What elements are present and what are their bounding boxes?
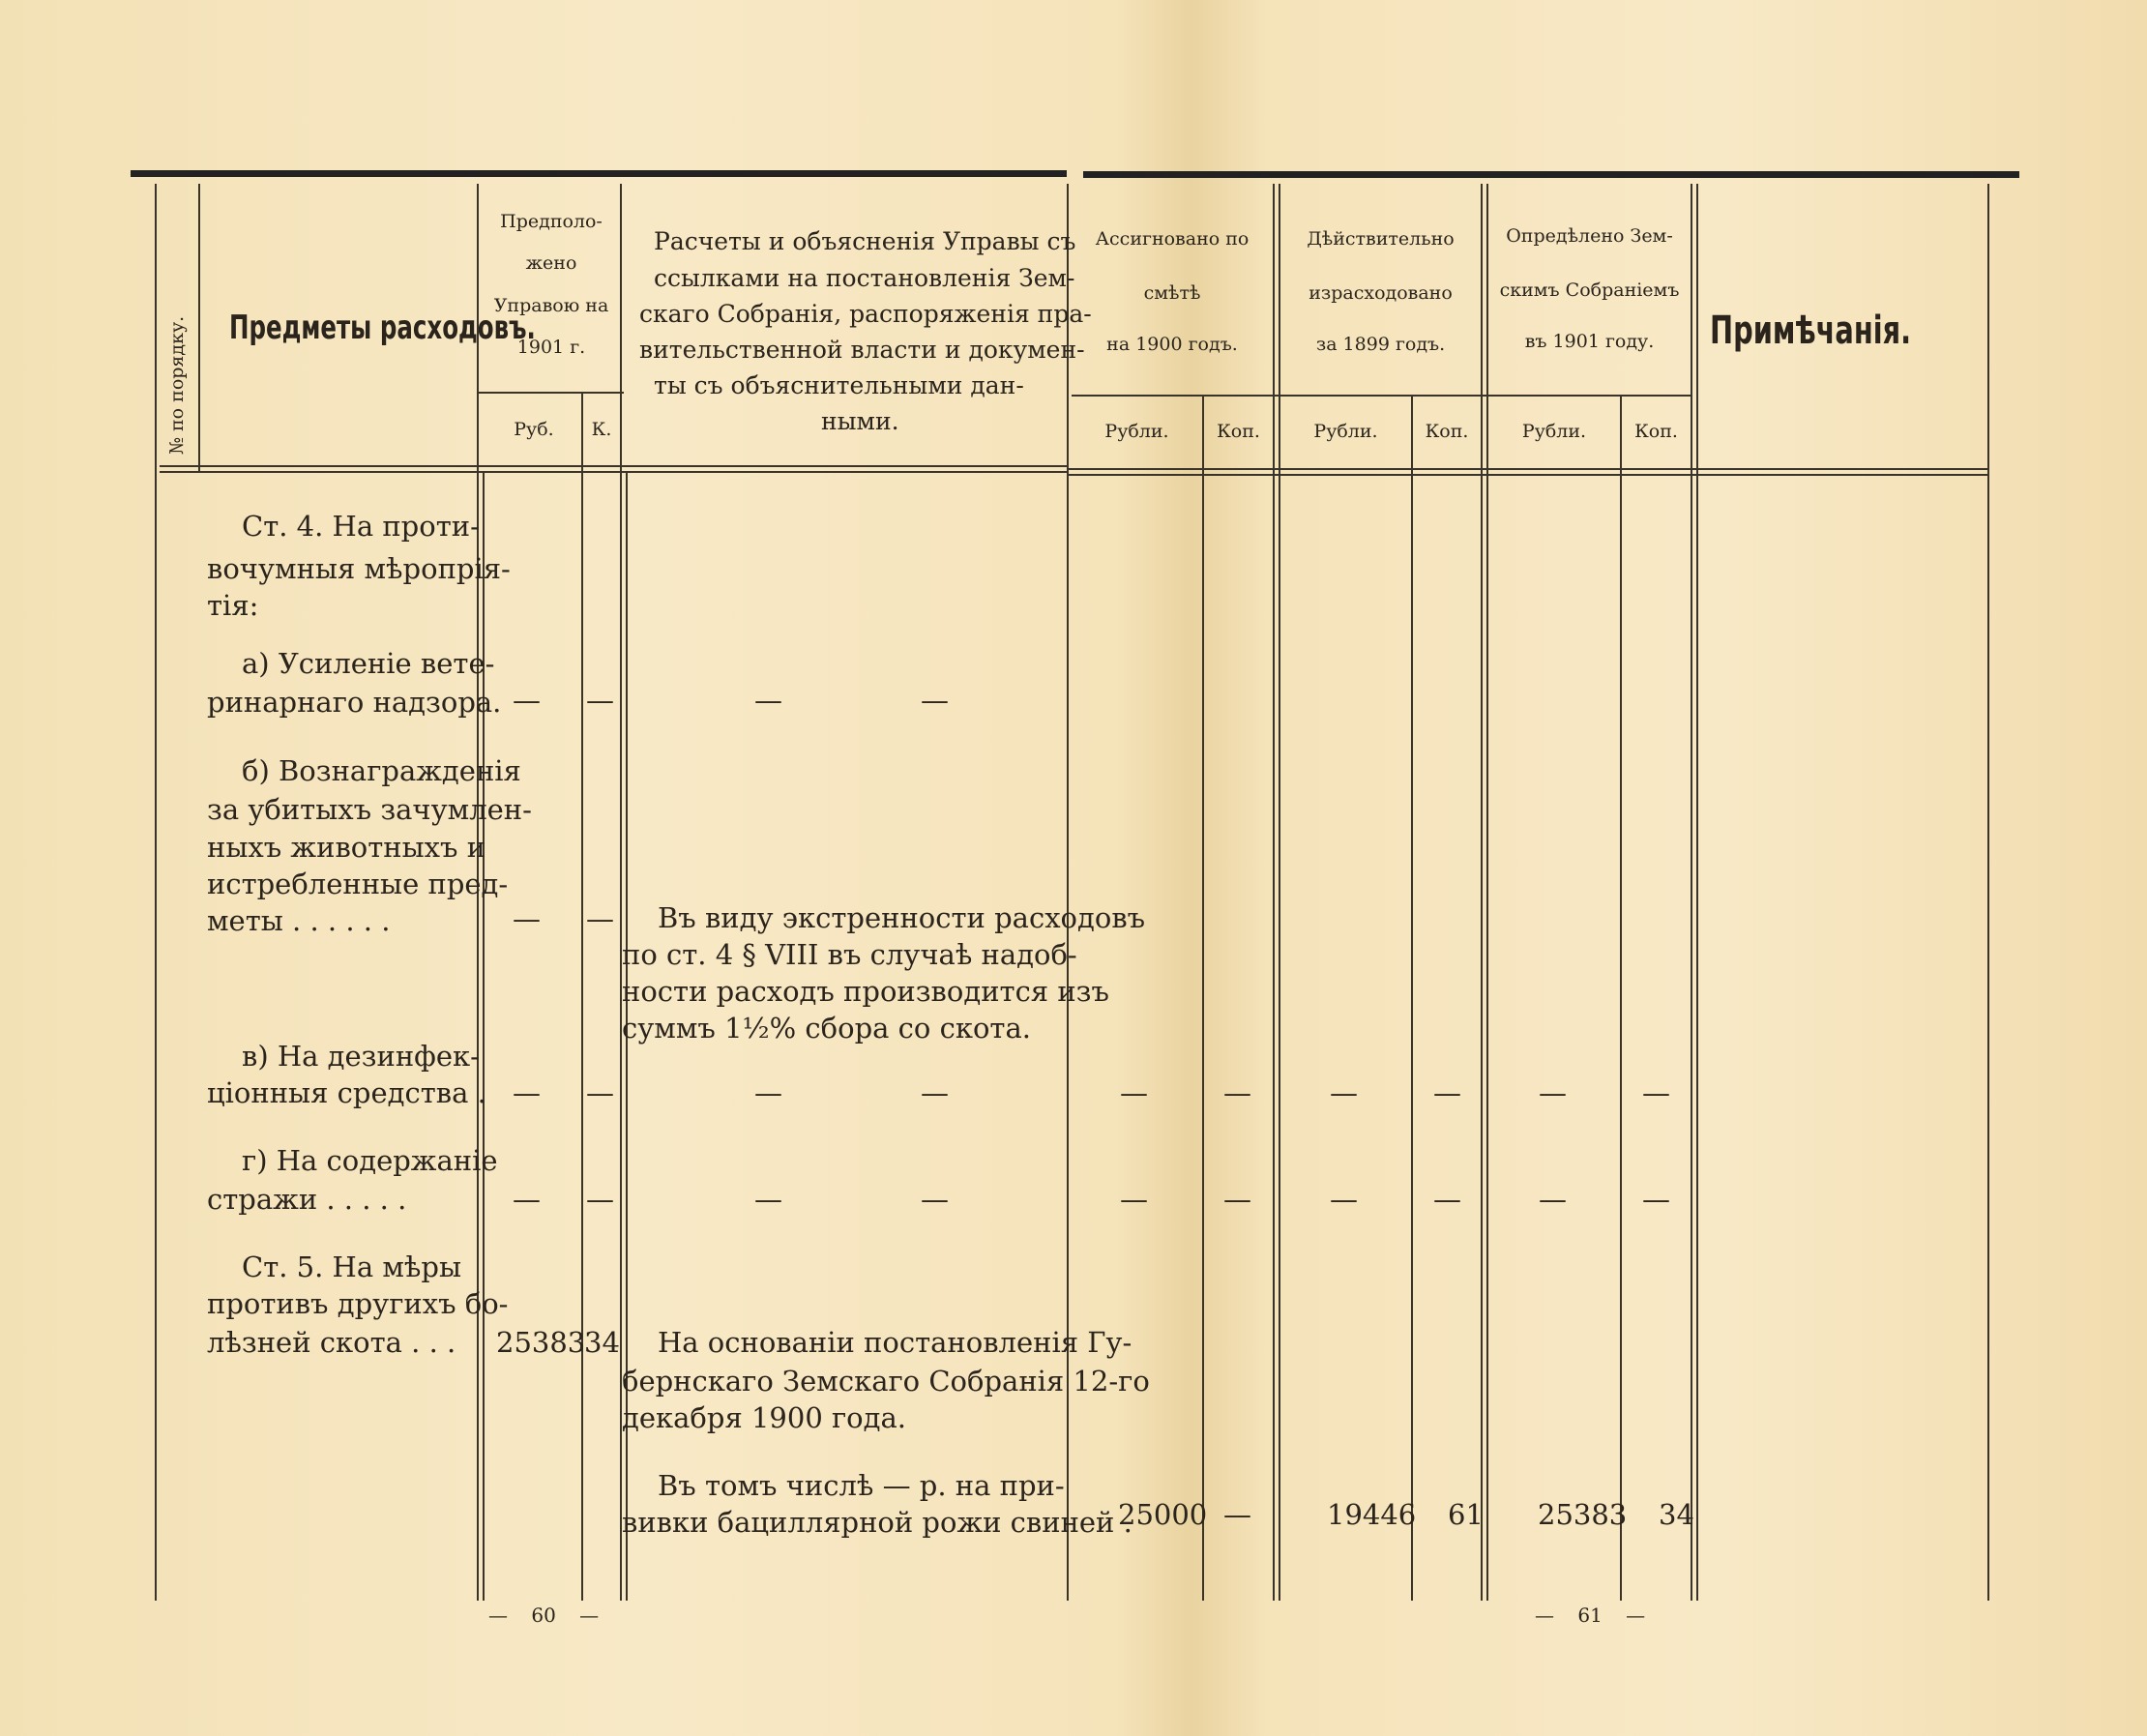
determined-kop-g: — (1642, 1183, 1670, 1216)
explain-dash-g-2: — (921, 1183, 949, 1216)
header-col-assigned-kop: Коп. (1217, 421, 1260, 442)
header-bottom-line-left-2 (160, 471, 1069, 473)
assigned-kop-st5: — (1223, 1498, 1251, 1531)
header-col-actual-3: за 1899 годъ. (1315, 334, 1446, 355)
explain-b-line1: Въ виду экстренности расходовъ (658, 901, 1146, 934)
col-line-10 (1620, 395, 1622, 1601)
top-rule-left (131, 170, 1067, 177)
item-b-line1: б) Вознагражденія (242, 754, 521, 787)
proposed-rub-st5: 25383 (496, 1326, 586, 1359)
proposed-rub-b: — (513, 902, 541, 935)
determined-kop-st5: 34 (1659, 1498, 1694, 1531)
header-col-assigned-2: смѣтѣ (1143, 282, 1201, 304)
header-col-proposed-4: 1901 г. (516, 337, 586, 358)
proposed-kop-a: — (586, 684, 614, 717)
header-col-explain-1: Расчеты и объясненія Управы съ (654, 227, 1076, 255)
actual-rub-v: — (1330, 1076, 1358, 1109)
explain-st5-line3: декабря 1900 года. (622, 1401, 907, 1434)
item-st4-line1: Ст. 4. На проти- (242, 510, 480, 543)
header-col-actual-kop: Коп. (1425, 421, 1469, 442)
header-col-determined-2: скимъ Собраніемъ (1499, 280, 1680, 301)
proposed-kop-g: — (586, 1183, 614, 1216)
header-col-actual-1: Дѣйствительно (1307, 228, 1455, 250)
explain-st5-line2: бернскаго Земскаго Собранія 12-го (622, 1365, 1150, 1398)
header-col-explain-5: ты съ объяснительными дан- (654, 371, 1024, 399)
item-v-line2: ціонныя средства . (207, 1076, 486, 1109)
explain-dash-a-1: — (754, 684, 782, 717)
determined-rub-st5: 25383 (1538, 1498, 1628, 1531)
assigned-rub-st5: 25000 (1118, 1498, 1208, 1531)
header-col-determined-rub: Рубли. (1521, 421, 1587, 442)
header-col-proposed-3: Управою на (493, 295, 609, 316)
assigned-kop-g: — (1223, 1183, 1251, 1216)
header-col-explain-2: ссылками на постановленія Зем- (654, 264, 1075, 292)
sub-header-line-left (479, 392, 624, 394)
header-col-assigned-rub: Рубли. (1104, 421, 1169, 442)
col-line-1 (198, 184, 200, 471)
header-bottom-line-right-2 (1069, 474, 1987, 476)
explain-b-line4: суммъ 1½% сбора со скота. (622, 1012, 1031, 1045)
item-v-line1: в) На дезинфек- (242, 1040, 480, 1073)
header-col-notes: Примѣчанія. (1710, 309, 1912, 353)
explain-dash-a-2: — (921, 684, 949, 717)
assigned-rub-v: — (1120, 1076, 1148, 1109)
header-col-proposed-kop: К. (591, 419, 612, 440)
top-rule-right (1083, 171, 2019, 178)
col-line-9b (1486, 184, 1488, 1601)
item-g-line2: стражи . . . . . (207, 1183, 407, 1216)
explain-dash-v-2: — (921, 1076, 949, 1109)
proposed-kop-b: — (586, 902, 614, 935)
col-line-11b (1696, 184, 1698, 1601)
header-col-explain-3: скаго Собранія, распоряженія пра- (639, 300, 1092, 328)
proposed-kop-st5: 34 (584, 1326, 620, 1359)
header-col-determined-1: Опредѣлено Зем- (1506, 225, 1673, 247)
header-col-determined-3: въ 1901 году. (1524, 331, 1655, 352)
item-st4-line2: вочумныя мѣропрія- (207, 552, 511, 585)
item-b-line3: ныхъ животныхъ и (207, 831, 486, 864)
actual-kop-st5: 61 (1448, 1498, 1484, 1531)
header-col-proposed-2: жено (525, 252, 577, 274)
header-col-assigned-1: Ассигновано по (1095, 228, 1250, 250)
header-col-determined-kop: Коп. (1634, 421, 1678, 442)
explain-b-line2: по ст. 4 § VIII въ случаѣ надоб- (622, 938, 1077, 971)
actual-kop-v: — (1433, 1076, 1461, 1109)
item-st5-line3: лѣзней скота . . . (207, 1326, 456, 1359)
assigned-kop-v: — (1223, 1076, 1251, 1109)
explain-b-line3: ности расходъ производится изъ (622, 975, 1109, 1008)
proposed-rub-g: — (513, 1183, 541, 1216)
determined-kop-v: — (1642, 1076, 1670, 1109)
header-bottom-line-right (1069, 468, 1987, 470)
col-line-11 (1691, 184, 1692, 1601)
item-b-line4: истребленные пред- (207, 868, 509, 900)
proposed-rub-v: — (513, 1076, 541, 1109)
header-col-proposed-1: Предполо- (500, 211, 603, 232)
sub-header-line-right (1072, 395, 1691, 397)
item-st4-line3: тія: (207, 589, 259, 622)
proposed-kop-v: — (586, 1076, 614, 1109)
item-st5-line2: противъ другихъ бо- (207, 1287, 509, 1320)
item-a-line2: ринарнаго надзора. (207, 686, 502, 719)
header-col-assigned-3: на 1900 годъ. (1106, 334, 1238, 355)
item-b-line5: меты . . . . . . (207, 904, 391, 937)
col-line-6 (1202, 395, 1204, 1601)
explain-dash-g-1: — (754, 1183, 782, 1216)
col-line-3 (581, 392, 583, 1601)
col-line-2b (483, 472, 485, 1601)
header-col-explain-4: вительственной власти и докумен- (639, 336, 1085, 364)
item-b-line2: за убитыхъ зачумлен- (207, 793, 532, 826)
explain-st5-line5: вивки бациллярной рожи свиней . (622, 1506, 1132, 1539)
header-col-number: № по порядку. (166, 315, 188, 455)
col-line-0 (155, 184, 157, 1601)
assigned-rub-g: — (1120, 1183, 1148, 1216)
actual-rub-st5: 19446 (1327, 1498, 1417, 1531)
col-line-12 (1987, 184, 1989, 1601)
determined-rub-v: — (1539, 1076, 1567, 1109)
page-number-right: — 61 — (1535, 1604, 1646, 1627)
item-a-line1: а) Усиленіе вете- (242, 647, 495, 680)
header-col-actual-2: израсходовано (1309, 282, 1453, 304)
item-st5-line1: Ст. 5. На мѣры (242, 1251, 462, 1283)
determined-rub-g: — (1539, 1183, 1567, 1216)
header-col-actual-rub: Рубли. (1313, 421, 1378, 442)
header-bottom-line-left (160, 465, 1069, 467)
header-col-items: Предметы расходовъ. (229, 309, 536, 347)
actual-rub-g: — (1330, 1183, 1358, 1216)
col-line-7b (1279, 184, 1280, 1601)
actual-kop-g: — (1433, 1183, 1461, 1216)
item-g-line1: г) На содержаніе (242, 1144, 498, 1177)
proposed-rub-a: — (513, 684, 541, 717)
explain-st5-line1: На основаніи постановленія Гу- (658, 1326, 1132, 1359)
explain-dash-v-1: — (754, 1076, 782, 1109)
page-number-left: — 60 — (488, 1604, 600, 1627)
explain-st5-line4: Въ томъ числѣ — р. на при- (658, 1469, 1065, 1502)
col-line-9 (1481, 184, 1483, 1601)
col-line-8 (1411, 395, 1413, 1601)
header-col-explain-6: ными. (821, 407, 899, 435)
header-col-proposed-rub: Руб. (514, 419, 554, 440)
col-line-7 (1273, 184, 1275, 1601)
